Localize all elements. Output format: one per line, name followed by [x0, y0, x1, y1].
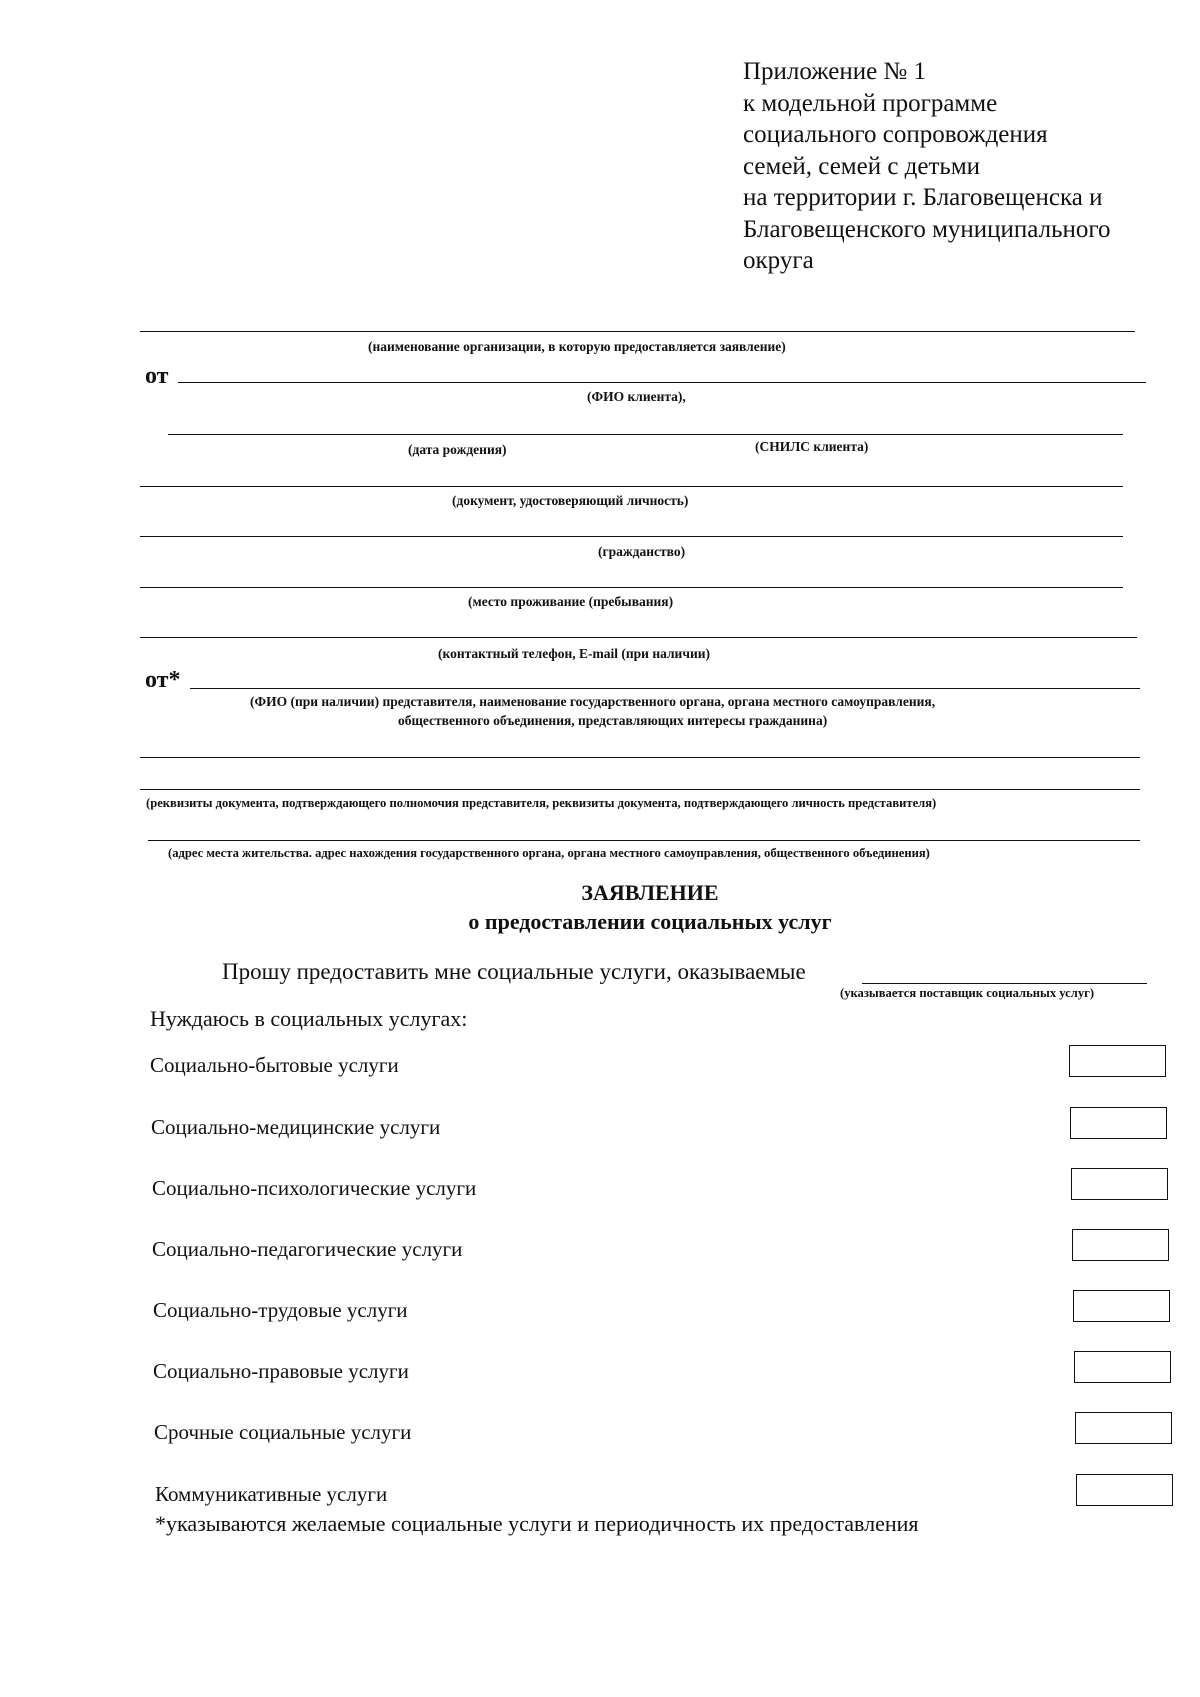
footnote: *указываются желаемые социальные услуги и периодичность их предоставления	[155, 1511, 919, 1536]
organization-field[interactable]	[140, 331, 1135, 332]
service-label-social-psychological: Социально-психологические услуги	[152, 1176, 477, 1200]
from-representative-label: от*	[145, 667, 181, 693]
service-label-social-labor: Социально-трудовые услуги	[153, 1298, 408, 1322]
service-label-communicative: Коммуникативные услуги	[155, 1482, 388, 1506]
document-title: ЗАЯВЛЕНИЕ	[581, 880, 719, 905]
identity-document-field[interactable]	[140, 486, 1123, 487]
appendix-line: Приложение № 1	[743, 58, 927, 85]
request-text: Прошу предоставить мне социальные услуги, оказываемые	[222, 959, 806, 984]
birth-date-snils-field[interactable]	[168, 434, 1123, 435]
checkbox-social-household[interactable]	[1069, 1045, 1166, 1077]
appendix-line: социального сопровождения	[743, 121, 1048, 148]
service-provider-field[interactable]	[862, 983, 1147, 984]
representative-caption-line-2: общественного объединения, представляющих интересы гражданина)	[398, 713, 828, 728]
identity-document-caption: (документ, удостоверяющий личность)	[452, 493, 689, 508]
representative-address-field[interactable]	[148, 840, 1140, 841]
representative-name-field[interactable]	[190, 688, 1140, 689]
service-label-social-medical: Социально-медицинские услуги	[151, 1115, 441, 1139]
client-name-caption: (ФИО клиента),	[587, 389, 686, 404]
service-label-social-pedagogical: Социально-педагогические услуги	[152, 1237, 463, 1261]
contact-field[interactable]	[140, 637, 1137, 638]
appendix-line: Благовещенского муниципального	[743, 215, 1111, 243]
checkbox-social-medical[interactable]	[1070, 1107, 1167, 1139]
snils-caption: (СНИЛС клиента)	[755, 439, 869, 454]
appendix-line: к модельной программе	[743, 89, 998, 117]
citizenship-caption: (гражданство)	[598, 544, 686, 559]
birth-date-caption: (дата рождения)	[408, 442, 507, 457]
document-subtitle: о предоставлении социальных услуг	[468, 909, 832, 934]
representative-documents-field[interactable]	[140, 789, 1140, 790]
appendix-note	[743, 56, 1183, 277]
representative-caption-line-1: (ФИО (при наличии) представителя, наименование государственного органа, органа местного самоуправления,	[250, 694, 936, 709]
service-label-social-household: Социально-бытовые услуги	[150, 1053, 399, 1077]
service-label-urgent: Срочные социальные услуги	[154, 1420, 412, 1444]
checkbox-social-pedagogical[interactable]	[1072, 1229, 1169, 1261]
checkbox-communicative[interactable]	[1076, 1474, 1173, 1506]
from-label: от	[145, 363, 169, 389]
checkbox-social-psychological[interactable]	[1071, 1168, 1168, 1200]
representative-extra-field[interactable]	[140, 757, 1140, 758]
representative-address-caption: (адрес места жительства. адрес нахождения государственного органа, органа местного самоуправления, общественного объединения)	[168, 846, 930, 860]
appendix-line: на территории г. Благовещенска и	[743, 184, 1103, 211]
contact-caption: (контактный телефон, E-mail (при наличии)	[438, 646, 710, 661]
residence-field[interactable]	[140, 587, 1123, 588]
appendix-line: семей, семей с детьми	[743, 152, 981, 180]
representative-documents-caption: (реквизиты документа, подтверждающего полномочия представителя, реквизиты документа, подтверждающего личность представителя)	[146, 796, 937, 810]
checkbox-urgent[interactable]	[1075, 1412, 1172, 1444]
service-label-social-legal: Социально-правовые услуги	[153, 1359, 409, 1383]
service-provider-caption: (указывается поставщик социальных услуг)	[840, 986, 1095, 1000]
citizenship-field[interactable]	[140, 536, 1123, 537]
checkbox-social-labor[interactable]	[1073, 1290, 1170, 1322]
client-name-field[interactable]	[178, 382, 1146, 383]
residence-caption: (место проживание (пребывания)	[468, 594, 674, 609]
services-heading: Нуждаюсь в социальных услугах:	[150, 1006, 468, 1031]
checkbox-social-legal[interactable]	[1074, 1351, 1171, 1383]
organization-caption: (наименование организации, в которую предоставляется заявление)	[368, 339, 786, 354]
appendix-line: округа	[743, 247, 814, 274]
